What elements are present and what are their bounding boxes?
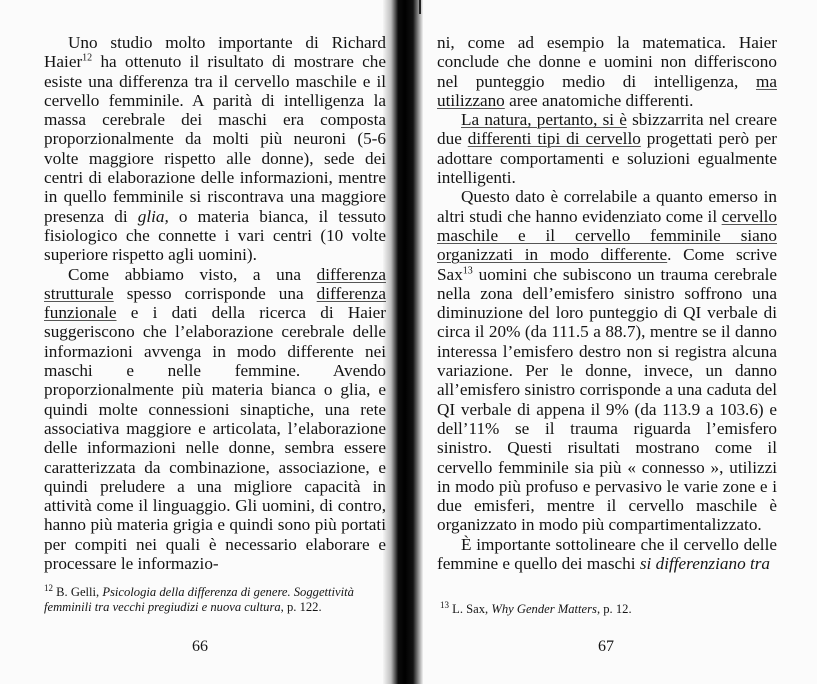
text-run: È importante sottolineare che il cervello delle femmine e quello dei maschi	[437, 534, 777, 574]
right-paragraph-4	[437, 535, 777, 574]
footnote-author: B. Gelli,	[53, 585, 103, 600]
text-run: sbizzarrita nel creare due	[437, 110, 778, 149]
footnote-number: 13	[440, 600, 449, 610]
underlined-phrase: ma utilizzano	[437, 71, 777, 110]
left-page-body	[44, 33, 386, 573]
text-run: ha ottenuto il risultato di mostrare che esiste una differenza tra il cervello maschile e il cervello femminile. A parità di intelligenza la massa cerebrale dei maschi era composta proporzionalmente da molti più neuroni (5-6 volte maggiore rispetto alle donne), sede dei centri di elaborazione delle informazioni, mentre in quello femminile si riscontrava una maggiore presenza di	[44, 52, 386, 226]
text-run: uomini che subiscono un trauma cerebrale nella zona dell’emisfero sinistro soffrono una diminuzione del loro punteggio di QI verbale di circa il 20% (da 111.5 a 88.7), mentre se il danno interessa l’emisfero destro non si registra alcuna variazione. Per le donne, invece, un danno all’emisfero sinistro corrisponde a una caduta del QI verbale di appena il 9% (da 113.9 a 103.6) e dell’11% se il trauma riguarda l’emisfero sinistro. Questi risultati mostrano come il cervello femminile sia più « connesso », utilizzi in modo più profuso e pervasivo le varie zone e i due emisferi, mentre il cervello maschile è organizzato in modo più compartimentalizzato.	[437, 264, 777, 535]
text-run: spesso corrisponde una	[113, 283, 317, 303]
text-run: Questo dato è correlabile a quanto emerso in altri studi che hanno evidenziato come il	[437, 187, 777, 226]
text-run: aree anatomiche differenti.	[504, 90, 694, 110]
underlined-phrase: cervello maschile e il cervello femminile siano organizzati in modo differente	[437, 206, 777, 265]
footnote-page: , p. 12.	[596, 602, 632, 617]
left-paragraph-1	[44, 33, 386, 265]
footnote-page: , p. 122.	[280, 600, 322, 615]
footnote-ref-13: 13	[462, 264, 473, 276]
footnote-author: L. Sax,	[449, 602, 492, 617]
left-paragraph-2	[44, 265, 386, 574]
page-number-left: 66	[192, 638, 208, 655]
underlined-phrase: differenza funzionale	[44, 283, 386, 323]
right-footnote	[440, 598, 770, 617]
text-run: ni, come ad esempio la matematica. Haier conclude che donne e uomini non differiscono nel punteggio medio di intelligenza,	[437, 33, 777, 91]
text-run: . Come scrive Sax	[437, 245, 777, 284]
right-paragraph-2	[437, 110, 777, 187]
right-paragraph-1	[437, 33, 777, 110]
gutter-mark	[419, 0, 421, 14]
right-paragraph-3	[437, 187, 777, 534]
footnote-title: Psicologia della differenza di genere. Soggettività femminili tra vecchi pregiudizi e nuova cultura	[44, 585, 354, 615]
underlined-phrase: differenti tipi di cervello	[467, 129, 641, 149]
footnote-ref-12: 12	[82, 52, 93, 64]
footnote-number: 12	[44, 583, 53, 593]
left-footnote	[44, 581, 384, 615]
underlined-phrase: differenza strutturale	[44, 264, 386, 303]
book-gutter-shadow	[383, 0, 423, 684]
text-run: e i dati della ricerca di Haier suggeriscono che l’elaborazione cerebrale delle informazioni avvenga in modo differente nei maschi e nelle femmine. Avendo proporzionalmente più materia bianca o glia, e quindi molte connessioni sinaptiche, una rete associativa maggiore e articolata, l’elaborazione delle informazioni nelle donne, sembra essere caratterizzata da combinazione, associazione, e quindi preludere a una migliore capacità in attività come il linguaggio. Gli uomini, di contro, hanno più materia grigia e quindi sono più portati per compiti nei quali è necessario elaborare e processare le informazio-	[44, 303, 386, 574]
text-run: Uno studio molto importante di Richard Haier	[44, 33, 386, 72]
text-run: progettati però per adottare comportamenti e soluzioni egualmente intelligenti.	[437, 129, 777, 188]
right-page-body	[437, 33, 777, 573]
underlined-phrase: La natura, pertanto, si è	[461, 110, 627, 130]
text-run: o materia bianca, il tessuto fisiologico che connette i vari centri (10 volte superiore rispetto agli uomini).	[44, 206, 386, 265]
emphasis-glia: glia,	[137, 206, 169, 226]
text-run: Come abbiamo visto, a una	[68, 264, 317, 284]
emphasis-phrase: si differenziano tra	[639, 554, 771, 574]
page-number-right: 67	[598, 638, 614, 655]
footnote-title: Why Gender Matters	[491, 602, 597, 617]
